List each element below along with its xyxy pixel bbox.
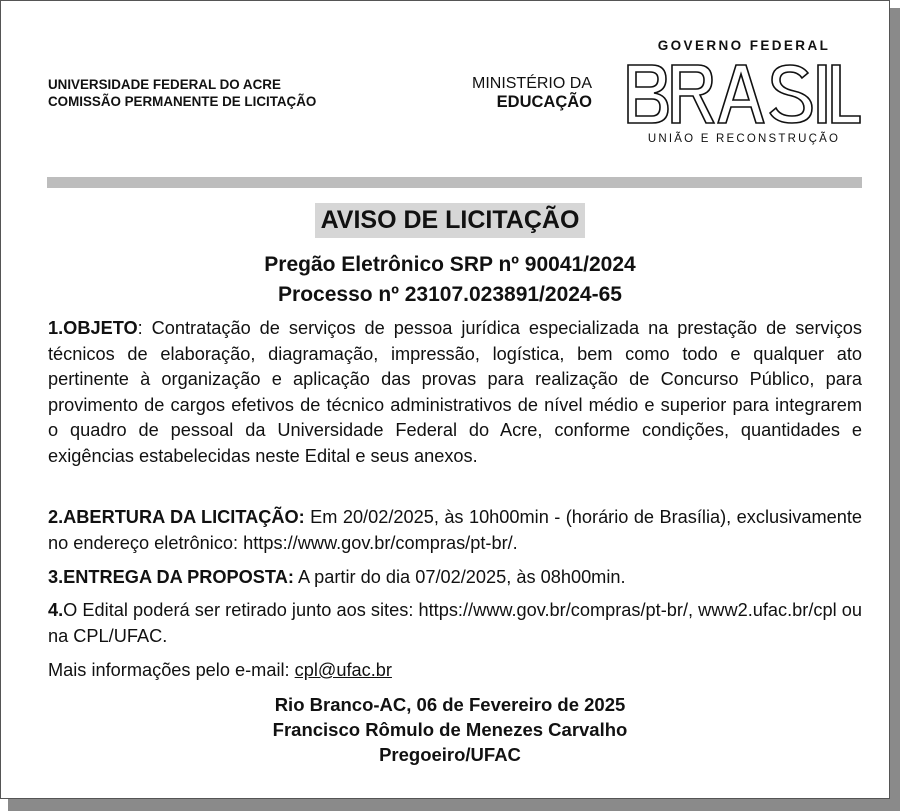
frame-shadow-bottom <box>8 799 900 811</box>
contact-email-link[interactable]: cpl@ufac.br <box>294 660 392 680</box>
gov-slogan: UNIÃO E RECONSTRUÇÃO <box>647 133 841 145</box>
section-objeto-text: : Contratação de serviços de pessoa jurídica especializada na prestação de serviços técnicos de elaboração, diagramação, impressão, logística, bem como todo e qualquer ato pertinente à organização e aplicação das provas para realização de Concurso Público, para provimento de cargos efetivos de técnico administrativos de nível médio e superior para integrarem o quadro de pessoal da Universidade Federal do Acre, conforme condições, quantidades e exigências estabelecidas neste Edital e seus anexos. <box>48 318 862 466</box>
signer-role: Pregoeiro/UFAC <box>379 744 521 765</box>
section-abertura-text: Em 20/02/2025, às 10h00min - (horário de Brasília), exclusivamente no endereço eletrônico: https://www.gov.br/compras/pt-br/. <box>48 507 862 553</box>
ministry-block <box>452 74 592 112</box>
notice-title: AVISO DE LICITAÇÃO <box>315 203 586 238</box>
section-objeto-label: 1.OBJETO <box>48 318 138 338</box>
title-wrap <box>0 203 900 238</box>
section-abertura <box>48 505 862 556</box>
contact-line <box>48 658 862 684</box>
section-edital-label: 4. <box>48 600 64 620</box>
section-abertura-label: 2.ABERTURA DA LICITAÇÃO: <box>48 507 305 527</box>
institution-name: UNIVERSIDADE FEDERAL DO ACRE <box>48 77 281 92</box>
section-entrega <box>48 565 862 591</box>
ministry-label: MINISTÉRIO DA <box>471 75 592 92</box>
section-objeto <box>48 316 862 470</box>
commission-name: COMISSÃO PERMANENTE DE LICITAÇÃO <box>48 94 317 109</box>
pregao-number: Pregão Eletrônico SRP nº 90041/2024 <box>264 253 636 276</box>
section-entrega-text: A partir do dia 07/02/2025, às 08h00min. <box>293 567 626 587</box>
contact-text: Mais informações pelo e-mail: <box>48 660 295 680</box>
header-divider <box>47 177 862 188</box>
gov-title: GOVERNO FEDERAL <box>657 38 831 53</box>
institution-block <box>48 76 316 110</box>
signer-name: Francisco Rômulo de Menezes Carvalho <box>272 719 628 740</box>
section-edital <box>48 598 862 649</box>
section-edital-text: O Edital poderá ser retirado junto aos sites: https://www.gov.br/compras/pt-br/, www2.ufac.br/cpl ou na CPL/UFAC. <box>48 600 862 646</box>
brasil-logo <box>626 61 862 127</box>
place-date: Rio Branco-AC, 06 de Fevereiro de 2025 <box>274 694 626 715</box>
processo-number: Processo nº 23107.023891/2024-65 <box>278 283 622 306</box>
ministry-name: EDUCAÇÃO <box>496 93 592 111</box>
frame-shadow-right <box>890 8 900 811</box>
section-entrega-label: 3.ENTREGA DA PROPOSTA: <box>48 567 294 587</box>
